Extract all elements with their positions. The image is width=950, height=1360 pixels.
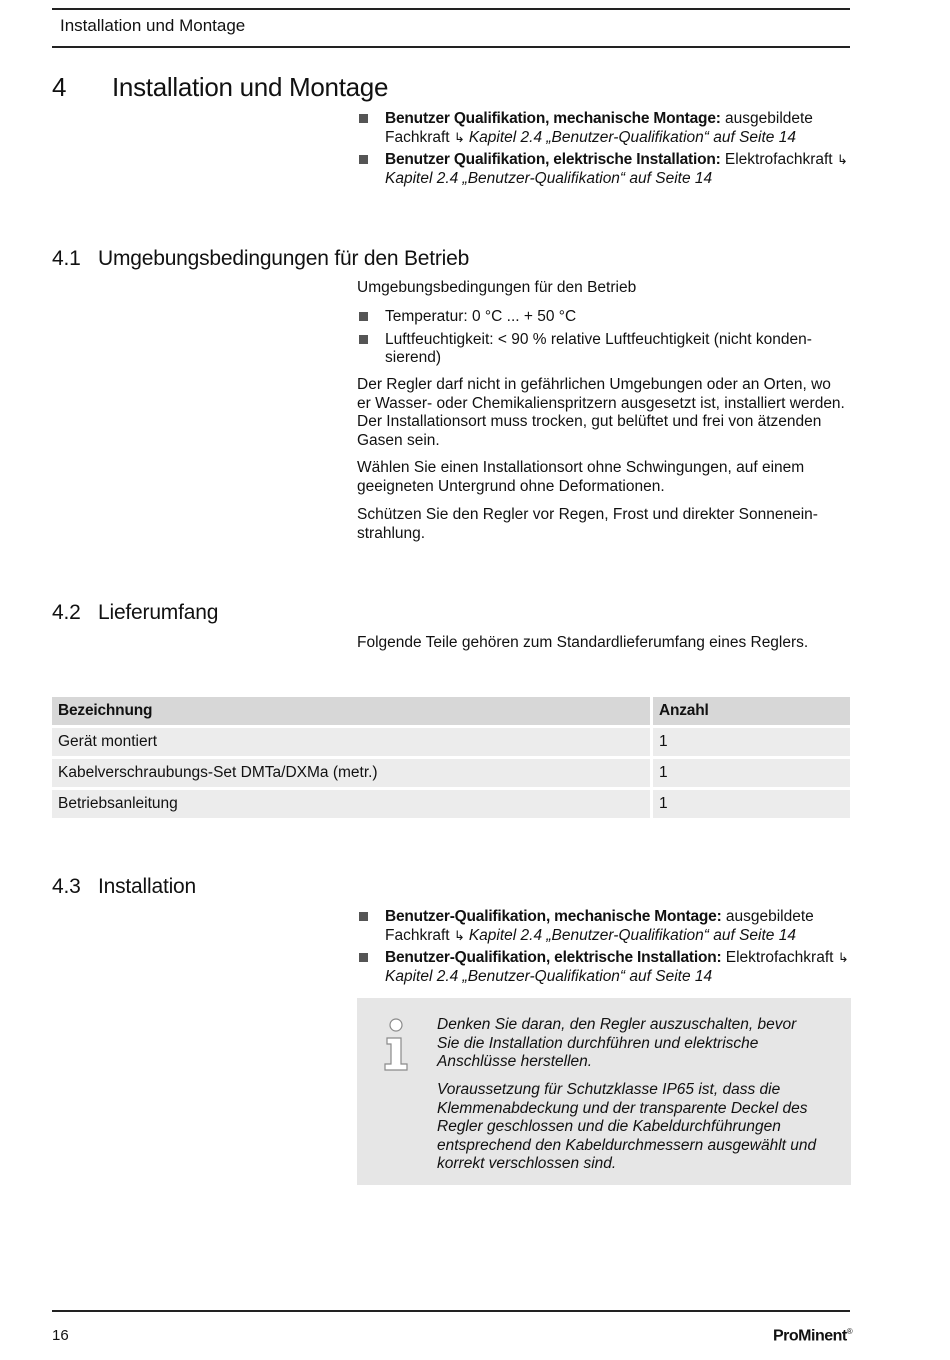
info-icon	[381, 1018, 413, 1074]
table-cell: Betriebsanleitung	[52, 790, 653, 818]
note-text-ip65: Voraussetzung für Schutzklasse IP65 ist, dass die Klemmenabdeckung und der transparente Deckel des Regler geschlossen und die Kabeldurchführungen entsprechend den Kabeldurchmessern ausgewählt und korrekt verschlossen sind.	[437, 1081, 817, 1172]
scope-of-delivery-table	[52, 694, 850, 821]
section-number: 4.3	[52, 875, 81, 898]
section-4-2-heading	[52, 601, 218, 625]
cross-reference-link[interactable]: ↳ Kapitel 2.4 „Benutzer-Qualifikation“ auf Seite 14	[453, 128, 796, 146]
section-4-3-heading	[52, 875, 196, 899]
table-cell: 1	[653, 728, 850, 756]
chapter-qualification-list	[357, 110, 857, 192]
section-4-1-intro: Umgebungsbedingungen für den Betrieb	[357, 279, 637, 296]
environment-conditions-list	[357, 308, 857, 372]
paragraph-installation-location: Der Regler darf nicht in gefährlichen Umgebungen oder an Orten, wo er Wasser- oder Chemikalienspritzern ausgesetzt ist, installiert werden. Der Installationsort muss trocken, gut belüftet und frei von ätzenden Gasen sein.	[357, 376, 845, 449]
installation-qualification-list	[357, 908, 857, 990]
list-item: Luftfeuchtigkeit: < 90 % relative Luftfeuchtigkeit (nicht kondensierend)	[357, 331, 825, 368]
table-cell: 1	[653, 790, 850, 818]
cross-reference-arrow-icon: ↳	[836, 152, 848, 167]
section-title: Umgebungsbedingungen für den Betrieb	[98, 247, 470, 270]
chapter-title: Installation und Montage	[112, 72, 389, 102]
section-title: Lieferumfang	[98, 601, 219, 624]
bullet-square-icon	[359, 114, 368, 123]
section-title: Installation	[98, 875, 196, 898]
table-cell: Kabelverschraubungs-Set DMTa/DXMa (metr.)	[52, 759, 653, 787]
paragraph-weather-protection: Schützen Sie den Regler vor Regen, Frost und direkter Sonneneinstrahlung.	[357, 506, 818, 542]
bullet-square-icon	[359, 155, 368, 164]
cross-reference-arrow-icon: ↳	[453, 129, 465, 145]
running-header-title: Installation und Montage	[60, 16, 246, 35]
list-item: Benutzer Qualifikation, elektrische Installation: Elektrofachkraft ↳Kapitel 2.4 „Benutzer-Qualifikation“ auf Seite 14	[357, 151, 857, 188]
registered-mark: ®	[846, 1327, 853, 1336]
list-item: Benutzer Qualifikation, mechanische Montage: ausgebildete Fachkraft ↳ Kapitel 2.4 „Benutzer-Qualifikation“ auf Seite 14	[357, 110, 857, 147]
paragraph-vibration: Wählen Sie einen Installationsort ohne Schwingungen, auf einem geeigneten Untergrund ohne Deformationen.	[357, 459, 805, 495]
table-row	[52, 759, 850, 787]
bullet-square-icon	[359, 335, 368, 344]
cross-reference-link[interactable]: ↳Kapitel 2.4 „Benutzer-Qualifikation“ auf Seite 14	[385, 152, 848, 187]
header-top-rule	[52, 8, 850, 10]
cross-reference-link[interactable]: ↳ Kapitel 2.4 „Benutzer-Qualifikation“ auf Seite 14	[453, 926, 796, 944]
column-header-anzahl: Anzahl	[653, 697, 850, 725]
cross-reference-arrow-icon: ↳	[453, 927, 465, 943]
section-4-2-intro: Folgende Teile gehören zum Standardlieferumfang eines Reglers.	[357, 634, 809, 651]
table-cell: Gerät montiert	[52, 728, 653, 756]
bullet-square-icon	[359, 953, 368, 962]
section-number: 4.2	[52, 601, 81, 624]
list-item: Temperatur: 0 °C ... + 50 °C	[357, 308, 857, 327]
bullet-square-icon	[359, 912, 368, 921]
chapter-number: 4	[52, 72, 67, 102]
brand-logo	[773, 1327, 852, 1345]
chapter-heading	[52, 72, 388, 103]
section-4-1-heading	[52, 247, 469, 271]
bullet-square-icon	[359, 312, 368, 321]
section-number: 4.1	[52, 247, 81, 270]
list-item: Benutzer-Qualifikation, mechanische Montage: ausgebildete Fachkraft ↳ Kapitel 2.4 „Benutzer-Qualifikation“ auf Seite 14	[357, 908, 857, 945]
header-bottom-rule	[52, 46, 850, 48]
info-note-box	[357, 998, 851, 1185]
note-text-switch-off: Denken Sie daran, den Regler auszuschalten, bevor Sie die Installation durchführen und elektrische Anschlüsse herstellen.	[437, 1016, 797, 1070]
table-row	[52, 728, 850, 756]
cross-reference-link[interactable]: ↳Kapitel 2.4 „Benutzer-Qualifikation“ auf Seite 14	[385, 950, 849, 985]
table-cell: 1	[653, 759, 850, 787]
cross-reference-arrow-icon: ↳	[837, 950, 849, 965]
brand-name: ProMinent	[773, 1327, 847, 1345]
page-number: 16	[52, 1327, 69, 1344]
footer-rule	[52, 1310, 850, 1312]
table-row	[52, 790, 850, 818]
table-header-row	[52, 697, 850, 725]
list-item: Benutzer-Qualifikation, elektrische Installation: Elektrofachkraft ↳Kapitel 2.4 „Benutzer-Qualifikation“ auf Seite 14	[357, 949, 857, 986]
column-header-bezeichnung: Bezeichnung	[52, 697, 653, 725]
